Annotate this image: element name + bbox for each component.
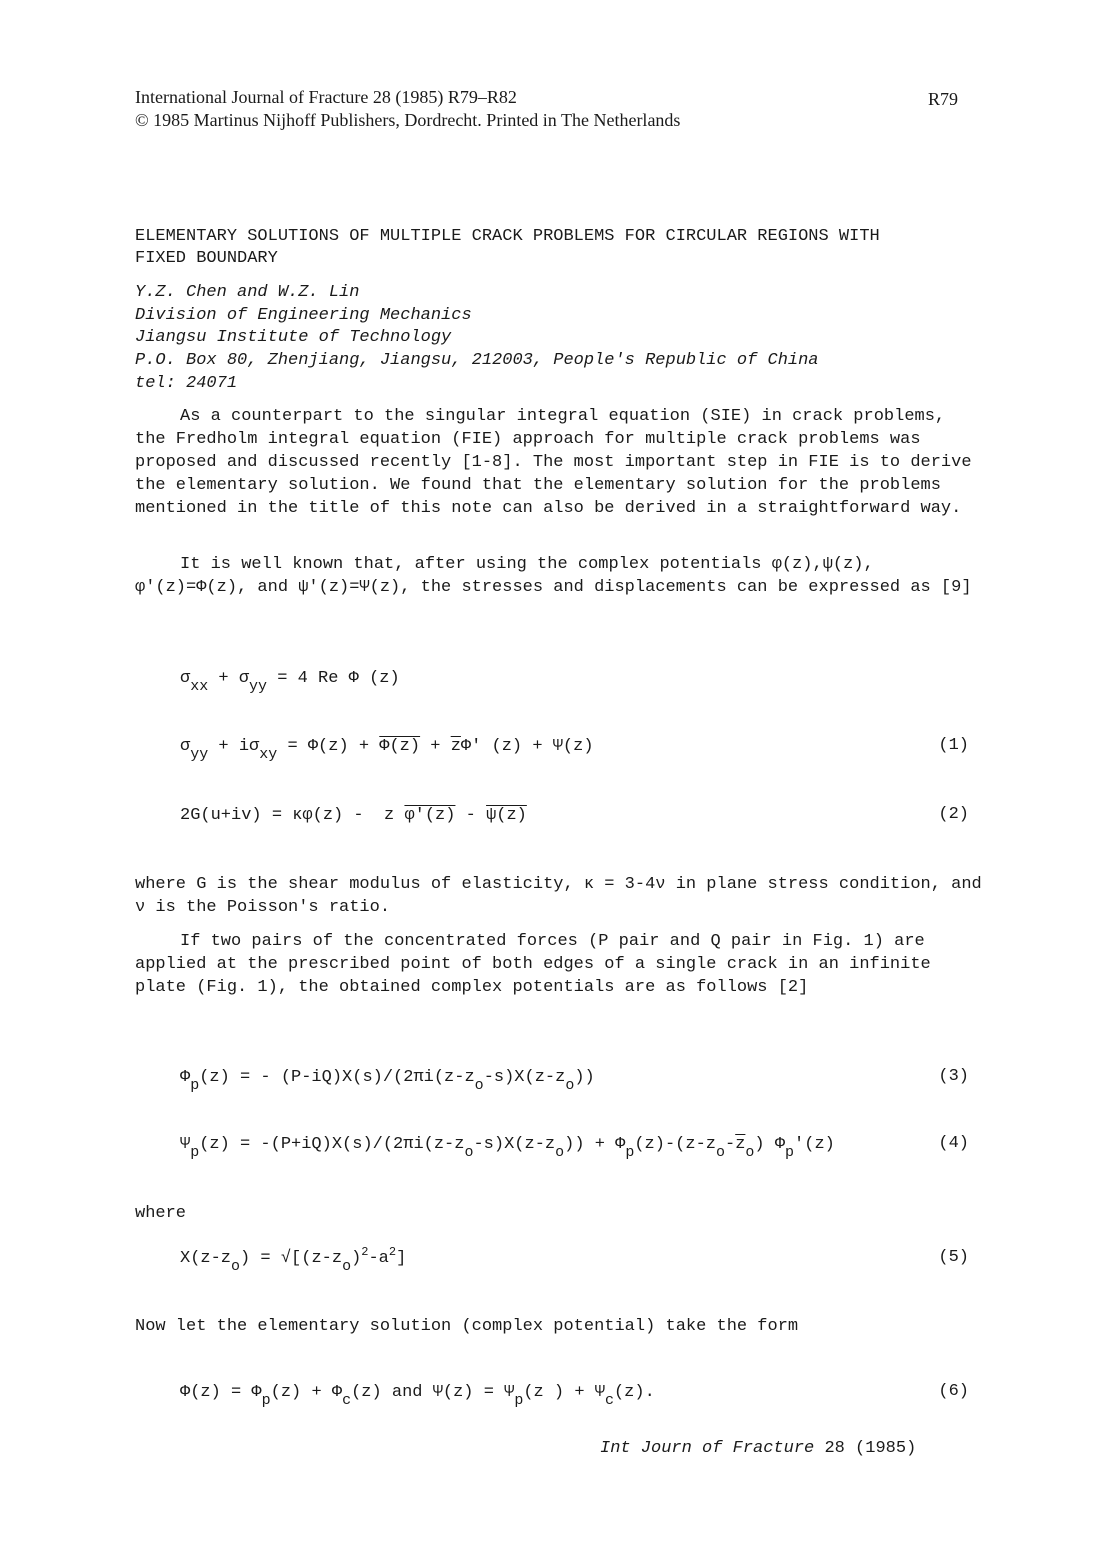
equation-1: $\sigma_{yy} + i\sigma_{xy} = \Phi(z) + \Phi(z) + \overline{z}\Phi'$ (z) + Ψ(z) xyxy=(180,737,594,763)
footer-volume: 28 (1985) xyxy=(824,1439,917,1458)
equation-6: $\Phi(z) = \Phi_p(z) + \Phi_c(z)$ and $\Psi(z) = \Psi_p(z$ ) + $\Psi_c(z)$. xyxy=(180,1383,655,1409)
journal-citation: International Journal of Fracture 28 (1985) R79–R82 xyxy=(135,87,517,107)
author-address: P.O. Box 80, Zhenjiang, Jiangsu, 212003, People's Republic of China xyxy=(135,351,819,370)
copyright-line: © 1985 Martinus Nijhoff Publishers, Dordrecht. Printed in The Netherlands xyxy=(135,110,681,130)
equation-number-5: (5) xyxy=(938,1248,969,1267)
equation-number-1: (1) xyxy=(938,736,969,755)
where-label: where xyxy=(135,1204,187,1223)
forces-paragraph: If two pairs of the concentrated forces (P pair and Q pair in Fig. 1) are applied at the prescribed point of both edges of a single crack in an infinite plate (Fig. 1), the obtained complex potentials are as follows [2] xyxy=(135,932,931,997)
author-names: Y.Z. Chen and W.Z. Lin xyxy=(135,283,360,302)
intro-paragraph: As a counterpart to the singular integral equation (SIE) in crack problems, the Fredholm integral equation (FIE) approach for multiple crack problems was proposed and discussed recently [1-8]. The most important step in FIE is to derive the elementary solution. We found that the elementary solution for the problems mentioned in the title of this note can also be derived in a straightforward way. xyxy=(135,407,972,518)
equation-number-2: (2) xyxy=(938,805,969,824)
page-number: R79 xyxy=(928,89,959,109)
paper-title-line2: FIXED BOUNDARY xyxy=(135,249,278,268)
equation-number-6: (6) xyxy=(938,1382,969,1401)
equation-stress-sum: $\sigma_{xx} + \sigma_{yy} = 4$ Re Φ (z) xyxy=(180,669,400,695)
equation-5: $X(z-z_o) = √[(z-z_o)^2-a^2]$ xyxy=(180,1245,407,1275)
elementary-solution-paragraph: Now let the elementary solution (complex potential) take the form xyxy=(135,1317,799,1336)
constants-paragraph: where G is the shear modulus of elasticity, κ = 3-4ν in plane stress condition, and ν is the Poisson's ratio. xyxy=(135,875,982,917)
equation-number-4: (4) xyxy=(938,1134,969,1153)
equation-4: $\Psi_p(z) = -(P+iQ)X(s)/(2\pi i(z-z_o-s)X(z-z_o)) + \Phi_p(z)-(z-z_o-\overline{z}_o)$ $\Phi_p'(z)$ xyxy=(180,1135,835,1161)
footer-journal: Int Journ of Fracture xyxy=(600,1439,815,1458)
running-footer xyxy=(600,1437,916,1460)
equation-2: 2G(u+iv) = κφ(z) - z φ'(z) - ψ(z) xyxy=(180,806,527,825)
potentials-paragraph: It is well known that, after using the complex potentials φ(z),ψ(z), φ'(z)=Φ(z), and ψ'(z)=Ψ(z), the stresses and displacements can be expressed as [9] xyxy=(135,555,972,597)
equation-number-3: (3) xyxy=(938,1067,969,1086)
equation-3: $\Phi_p(z)$ = - $(P-iQ)X(s)/(2\pi i(z-z_o-s)X(z-z_o))$ xyxy=(180,1068,595,1094)
author-institute: Jiangsu Institute of Technology xyxy=(135,328,452,347)
author-tel: tel: 24071 xyxy=(135,374,238,393)
author-division: Division of Engineering Mechanics xyxy=(135,306,472,325)
paper-title-line1: ELEMENTARY SOLUTIONS OF MULTIPLE CRACK PROBLEMS FOR CIRCULAR REGIONS WITH xyxy=(135,227,880,246)
